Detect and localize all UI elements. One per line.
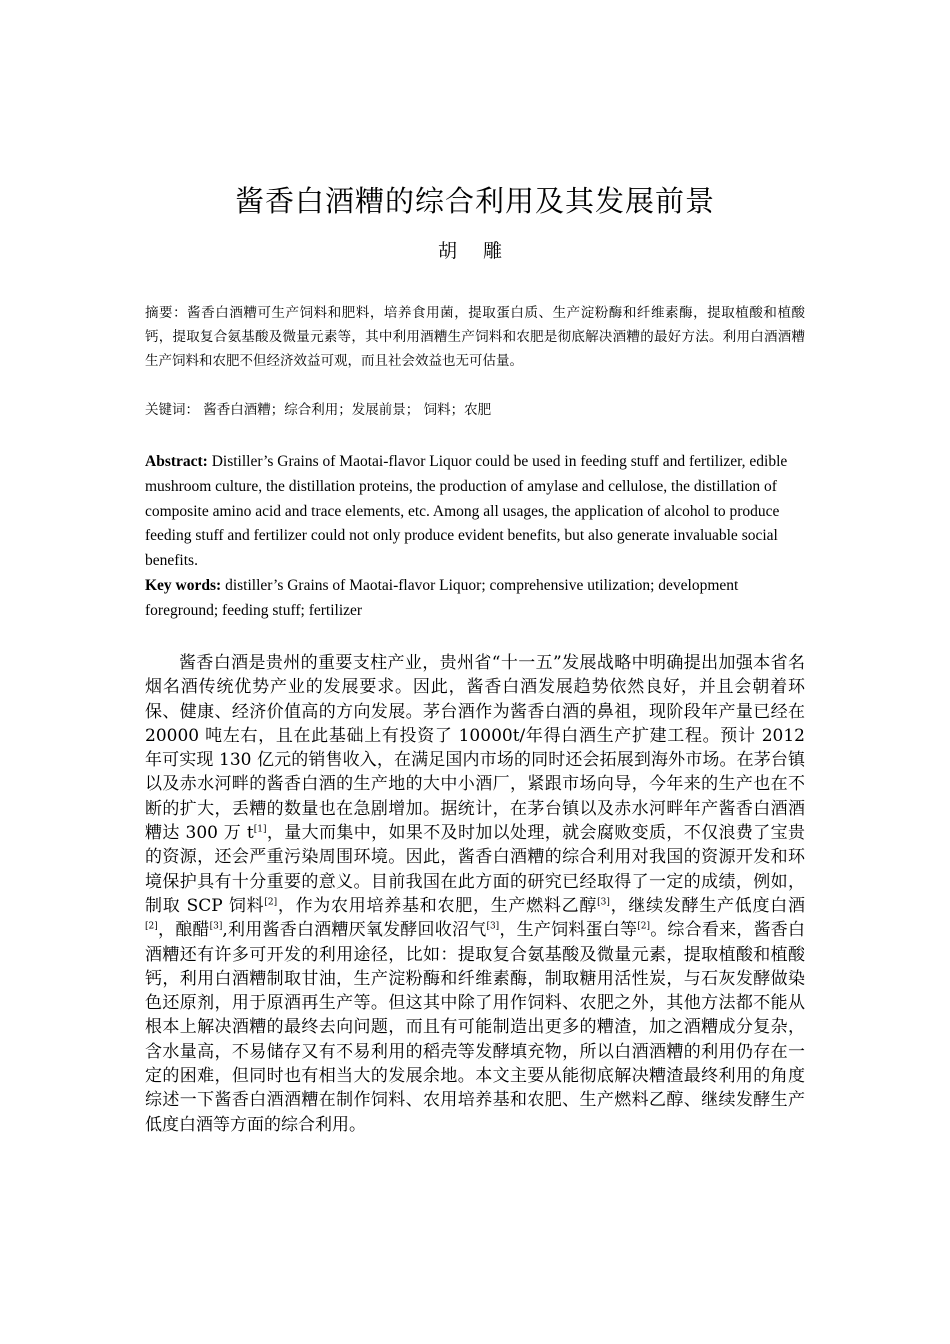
abstract-chinese <box>145 301 805 373</box>
citation-ref: [2] <box>264 897 278 908</box>
citation-ref: [3] <box>486 921 500 932</box>
abstract-cn-label: 摘要： <box>145 305 188 321</box>
abstract-en-label: Abstract: <box>145 453 208 470</box>
citation-ref: [3] <box>597 897 610 908</box>
citation-ref: [2] <box>145 921 158 932</box>
keywords-en-text: distiller’s Grains of Maotai-flavor Liquor; comprehensive utilization; development foreground; feeding stuff; fertilizer <box>145 577 739 619</box>
body-text-segment: ，酿醋 <box>157 920 210 941</box>
keywords-cn-label: 关键词： <box>145 402 199 418</box>
body-text-segment: ，量大而集中，如果不及时加以处理，就会腐败变质，不仅浪费了宝贵的资源，还会严重污染周围环境。因此，酱香白酒糟的综合利用对我国的资源开发和环境保护具有十分重要的意义。目前我国在此方面的研究已经取得了一定的成绩，例如，制取 SCP 饲料 <box>145 823 806 916</box>
citation-ref: [2] <box>637 921 650 932</box>
keywords-cn-text: 酱香白酒糟；综合利用；发展前景； 饲料；农肥 <box>199 402 492 418</box>
body-text-segment: ，继续发酵生产低度白酒 <box>609 895 806 916</box>
body-text-segment: ，生产饲料蛋白等 <box>499 920 638 941</box>
abstract-en-text: Distiller’s Grains of Maotai-flavor Liquor could be used in feeding stuff and fertilizer, edible mushroom culture, the distillation proteins, the production of amylase and cellulose, the distillation of composite amino acid and trace elements, etc. Among all usages, the application of alcohol to produce feeding stuff and fertilizer could not only produce evident benefits, but also generate invaluable social benefits. <box>145 453 788 570</box>
body-text-segment: ,利用酱香白酒糟厌氧发酵回收沼气 <box>222 920 487 941</box>
body-text-segment: 酱香白酒是贵州的重要支柱产业，贵州省“十一五”发展战略中明确提出加强本省名烟名酒传统优势产业的发展要求。因此，酱香白酒发展趋势依然良好，并且会朝着环保、健康、经济价值高的方向发展。茅台酒作为酱香白酒的鼻祖，现阶段年产量已经在 20000 吨左右，且在此基础上有投资了 10000t/年得白酒生产扩建工程。预计 2012 年可实现 130 亿元的销售收入，在满足国内市场的同时还会拓展到海外市场。在茅台镇以及赤水河畔的酱香白酒的生产地的大中小酒厂，紧跟市场向导，今年来的生产也在不断的扩大，丢糟的数量也在急剧增加。据统计，在茅台镇以及赤水河畔年产酱香白酒酒糟达 300 万 t <box>145 653 805 844</box>
body-paragraph <box>145 651 805 1137</box>
abstract-cn-text: 酱香白酒糟可生产饲料和肥料，培养食用菌，提取蛋白质、生产淀粉酶和纤维素酶，提取植酸和植酸钙，提取复合氨基酸及微量元素等，其中利用酒糟生产饲料和农肥是彻底解决酒糟的最好方法。利用白酒酒糟生产饲料和农肥不但经济效益可观，而且社会效益也无可估量。 <box>145 305 806 369</box>
citation-ref: [1] <box>253 824 267 835</box>
keywords-en-label: Key words: <box>145 577 222 594</box>
paper-title: 酱香白酒糟的综合利用及其发展前景 <box>234 184 715 218</box>
author-name: 胡 雕 <box>437 240 513 262</box>
keywords-chinese <box>145 398 805 422</box>
body-text-segment: ，作为农用培养基和农肥，生产燃料乙醇 <box>277 895 598 916</box>
body-text-segment: 。综合看来，酱香白酒糟还有许多可开发的利用途径，比如：提取复合氨基酸及微量元素，提取植酸和植酸钙，利用白酒糟制取甘油，生产淀粉酶和纤维素酶，制取糖用活性炭，与石灰发酵做染色还原剂，用于原酒再生产等。但这其中除了用作饲料、农肥之外，其他方法都不能从根本上解决酒糟的最终去向问题，而且有可能制造出更多的糟渣，加之酒糟成分复杂，含水量高，不易储存又有不易利用的稻壳等发酵填充物，所以白酒酒糟的利用仍存在一定的困难，但同时也有相当大的发展余地。本文主要从能彻底解决糟渣最终利用的角度综述一下酱香白酒酒糟在制作饲料、农用培养基和农肥、生产燃料乙醇、继续发酵生产低度白酒等方面的综合利用。 <box>145 920 806 1135</box>
abstract-english <box>145 450 805 574</box>
keywords-english <box>145 574 805 624</box>
citation-ref: [3] <box>209 921 223 932</box>
